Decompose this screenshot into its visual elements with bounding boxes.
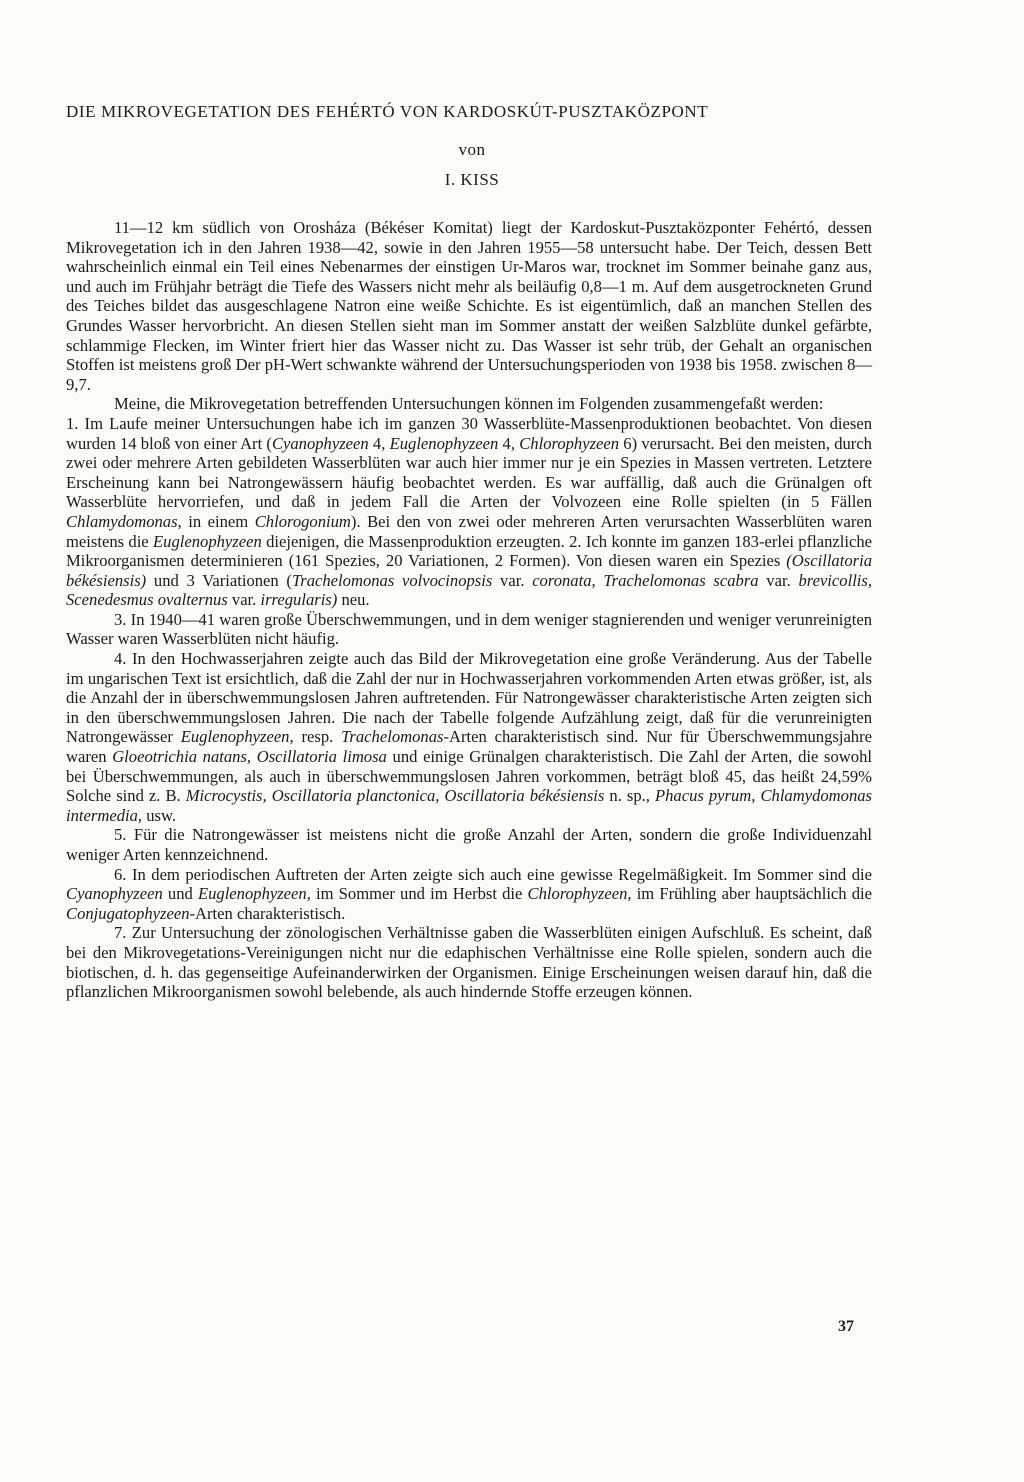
paragraph-text: und einige Grünalgen charakteristisch. Die Zahl der Arten, die sowohl bei Überschwemmungen, als auch in überschwemmungslosen Jahren vorkommen, beträgt bloß 45, das heißt 24,59% Solche sind z. B. <box>66 747 872 806</box>
byline-von: von <box>458 140 486 159</box>
paragraph-text: Meine, die Mikrovegetation betreffenden Untersuchungen können im Folgenden zusammengefaßt werden: <box>114 394 824 414</box>
species-name: Conjugatophyzeen <box>66 903 190 923</box>
article-title: DIE MIKROVEGETATION DES FEHÉRTÓ VON KARDOSKÚT-PUSZTAKÖZPONT <box>66 102 709 121</box>
paragraph-point-5 <box>66 825 872 864</box>
paragraph-summary-intro <box>66 394 872 414</box>
species-name: irregularis) <box>260 590 338 610</box>
species-name: Euglenophyzeen <box>153 531 262 551</box>
paragraph-text: im Sommer und im Herbst die <box>310 884 528 904</box>
paragraph-text: 4, <box>498 433 520 453</box>
species-name: Microcystis, Oscillatoria planctonica, Oscillatoria békésiensis <box>185 786 605 806</box>
page-number: 37 <box>838 1318 854 1335</box>
paragraph-text: , resp. <box>289 727 342 747</box>
paragraph-point-3 <box>66 610 872 649</box>
species-name: Trachelomonas <box>341 727 444 747</box>
species-name: Gloeotrichia natans, Oscillatoria limosa <box>112 747 387 767</box>
paragraph-text: var. <box>227 590 261 610</box>
paragraph-point-1 <box>66 414 872 610</box>
species-name: Chlorogonium <box>254 511 351 531</box>
paragraph-text: 6) verursacht. Bei den meisten, durch zwei oder mehrere Arten gebildeten Wasserblüten war auch hier immer nur je ein Spezies in Massen vertreten. Letztere Erscheinung kann bei Natrongewässern häufig beobachtet werden. Es war auffällig, daß auch die Grünalgen oft Wasserblüte hervorriefen, und daß in jedem Fall die Arten der Volvozeen eine Rolle spielten (in 5 Fällen <box>66 433 872 512</box>
article-body <box>66 218 872 1002</box>
paragraph-point-4 <box>66 649 872 825</box>
paragraph-point-6 <box>66 865 872 924</box>
paragraph-text: und <box>162 884 198 904</box>
author-name: I. KISS <box>444 170 500 189</box>
paragraph-text: , im Frühling aber hauptsächlich die <box>627 884 873 904</box>
species-name: Euglenophyzeen <box>389 433 499 453</box>
paragraph-text: 3. In 1940—41 waren große Überschwemmungen, und in dem weniger stagnierenden und weniger verunreinigten Wasser waren Wasserblüten nicht häufig. <box>66 609 872 649</box>
paragraph-text: ). Bei den von zwei oder mehreren Arten verursachten Wasserblüten waren meistens die <box>66 511 873 551</box>
species-name: Chlamydomonas intermedia, <box>66 786 872 825</box>
species-name: Chlamydomonas <box>66 511 178 531</box>
species-name: Phacus pyrum, <box>654 786 756 806</box>
paragraph-text: diejenigen, die Massenproduktion erzeugten. 2. Ich konnte im ganzen 183-erlei pflanzliche Mikroorganismen determinieren (161 Spezies, 20 Variationen, 2 Formen). Von diesen waren ein Spezies <box>66 531 872 571</box>
paragraph-text: 7. Zur Untersuchung der zönologischen Verhältnisse gaben die Wasserblüten einigen Aufschluß. Es scheint, daß bei den Mikrovegetations-Vereinigungen nicht nur die edaphischen Verhältnisse eine Rolle spielen, sondern auch die biotischen, d. h. das gegenseitige Aufeinanderwirken der Organismen. Einige Erscheinungen weisen darauf hin, daß die pflanzlichen Mikroorganismen sowohl belebende, als auch hindernde Stoffe erzeugen können. <box>66 923 872 1002</box>
species-name: Chlorophyzeen <box>519 433 620 453</box>
paragraph-text: neu. <box>337 590 370 610</box>
species-name: Cyanophyzeen <box>271 433 369 453</box>
paragraph-text: var. <box>492 570 533 590</box>
paragraph-text: usw. <box>142 805 177 825</box>
paragraph-text: 4. In den Hochwasserjahren zeigte auch das Bild der Mikrovegetation eine große Veränderung. Aus der Tabelle im ungarischen Text ist ersichtlich, daß die Zahl der nur in Hochwasserjahren vorkommenden Arten etwas größer, ist, als die Anzahl der in überschwemmungslosen Jahren auftretenden. Für Natrongewässer charakteristische Arten zeigten sich in den überschwemmungslosen Jahren. Die nach der Tabelle folgende Aufzählung zeigt, daß für die verunreinigten Natrongewässer <box>66 649 872 747</box>
paragraph-intro <box>66 218 872 394</box>
paragraph-text: und 3 Variationen ( <box>146 570 292 590</box>
species-name: Cyanophyzeen <box>66 884 163 904</box>
species-name: Chlorophyzeen <box>527 884 628 904</box>
paragraph-text: -Arten charakteristisch. <box>189 903 346 923</box>
species-name: Trachelomonas volvocinopsis <box>291 570 493 590</box>
paragraph-text: 1. Im Laufe meiner Untersuchungen habe ich im ganzen 30 Wasserblüte-Massenproduktionen beobachtet. Von diesen wurden 14 bloß von einer Art ( <box>66 413 872 453</box>
species-name: Euglenophyzeen, <box>197 884 311 904</box>
species-name: (Oscillatoria békésiensis) <box>66 551 872 590</box>
paragraph-text: n. sp., <box>604 786 655 806</box>
paragraph-text: 4, <box>368 433 390 453</box>
paragraph-text: 5. Für die Natrongewässer ist meistens nicht die große Anzahl der Arten, sondern die große Individuenzahl weniger Arten kennzeichnend. <box>66 825 872 864</box>
species-name: coronata, Trachelomonas scabra <box>532 570 759 590</box>
species-name: Euglenophyzeen <box>180 727 290 747</box>
paragraph-text: var. <box>758 570 799 590</box>
species-name: brevicollis, Scenedesmus ovalternus <box>66 570 873 610</box>
paragraph-point-7 <box>66 923 872 1001</box>
paragraph-text: , in einem <box>177 511 255 531</box>
paragraph-text: -Arten charakteristisch sind. Nur für Überschwemmungsjahre waren <box>66 727 872 767</box>
paragraph-text: 11—12 km südlich von Orosháza (Békéser Komitat) liegt der Kardoskut-Pusztaközponter Fehértó, dessen Mikrovegetation ich in den Jahren 1938—42, sowie in den Jahren 1955—58 untersucht habe. Der Teich, dessen Bett wahrscheinlich einmal ein Teil eines Nebenarmes der einstigen Ur-Maros war, trocknet im Sommer beinahe ganz aus, und auch im Frühjahr beträgt die Tiefe des Wassers nicht mehr als beiläufig 0,8—1 m. Auf dem ausgetrockneten Grund des Teiches bildet das ausgeschlagene Natron eine weiße Schichte. Es ist eigentümlich, daß an manchen Stellen des Grundes Wasser hervorbricht. An diesen Stellen sieht man im Sommer anstatt der weißen Salzblüte dunkel gefärbte, schlammige Flecken, im Winter friert hier das Wasser nicht zu. Das Wasser ist sehr trüb, der Gehalt an organischen Stoffen ist meistens groß Der pH-Wert schwankte während der Untersuchungsperioden von 1938 bis 1958. zwischen 8—9,7. <box>66 218 872 394</box>
paragraph-text: 6. In dem periodischen Auftreten der Arten zeigte sich auch eine gewisse Regelmäßigkeit. Im Sommer sind die <box>114 864 872 884</box>
